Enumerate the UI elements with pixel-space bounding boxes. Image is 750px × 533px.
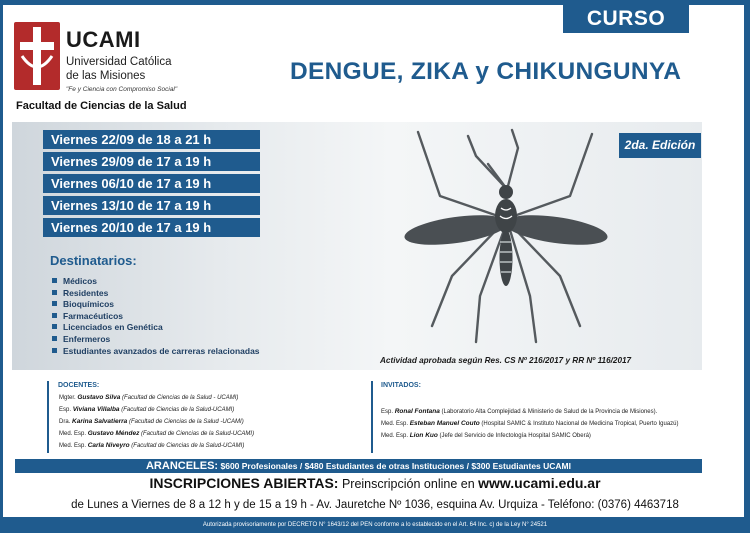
invitado-degree: Med. Esp. — [381, 421, 409, 427]
invitado-name: Lion Kuo — [409, 432, 438, 439]
audience-item — [52, 346, 260, 358]
date-bar-2: Viernes 29/09 de 17 a 19 h — [43, 152, 260, 171]
docente-name: Karina Salvatierra — [72, 418, 128, 425]
brand-subtitle-line2: de las Misiones — [66, 70, 146, 82]
audience-item-label: Enfermeros — [63, 333, 111, 344]
docente-degree: Esp. — [59, 407, 72, 413]
audience-title: Destinatarios: — [50, 253, 137, 268]
fees-text: $600 Profesionales / $480 Estudiantes de otras Instituciones / $300 Estudiantes UCAMI — [220, 461, 571, 471]
docentes-divider — [47, 381, 49, 453]
docente-name: Gustavo Méndez — [87, 430, 140, 437]
docente-entry — [59, 406, 234, 413]
invitados-divider — [371, 381, 373, 453]
mosquito-illustration-icon — [380, 126, 620, 346]
audience-item-label: Licenciados en Genética — [63, 322, 163, 333]
brand-motto: "Fe y Ciencia con Compromiso Social" — [66, 86, 178, 93]
square-bullet-icon — [52, 324, 57, 329]
invitado-degree: Med. Esp. — [381, 433, 409, 439]
docente-entry — [59, 430, 254, 437]
invitado-degree: Esp. — [381, 409, 394, 415]
audience-item-label: Farmacéuticos — [63, 310, 123, 321]
docente-entry — [59, 394, 238, 401]
invitado-entry — [381, 432, 591, 439]
invitado-name: Ronal Fontana — [394, 408, 440, 415]
docente-name: Gustavo Silva — [77, 394, 121, 401]
date-bar-5: Viernes 20/10 de 17 a 19 h — [43, 218, 260, 237]
course-title: DENGUE, ZIKA y CHIKUNGUNYA — [290, 58, 682, 85]
docente-degree: Med. Esp. — [59, 431, 87, 437]
brand-subtitle-line1: Universidad Católica — [66, 56, 172, 68]
date-bar-3: Viernes 06/10 de 17 a 19 h — [43, 174, 260, 193]
docentes-title: DOCENTES: — [58, 382, 100, 389]
docente-degree: Dra. — [59, 419, 71, 425]
audience-item — [52, 334, 260, 346]
website-link[interactable]: www.ucami.edu.ar — [478, 475, 601, 491]
square-bullet-icon — [52, 348, 57, 353]
edition-badge: 2da. Edición — [619, 133, 701, 158]
invitado-entry — [381, 408, 657, 415]
frame-right — [744, 0, 750, 533]
docente-degree: Med. Esp. — [59, 443, 87, 449]
docente-affiliation: (Facultad de Ciencias de la Salud-UCAMI) — [141, 431, 255, 437]
docente-name: Viviana Villalba — [72, 406, 120, 413]
docente-affiliation: (Facultad de Ciencias de la Salud-UCAMI) — [121, 407, 235, 413]
approval-note: Actividad aprobada según Res. CS Nº 216/2017 y RR Nº 116/2017 — [380, 356, 632, 365]
audience-item — [52, 288, 260, 300]
registration-line — [0, 475, 750, 491]
brand-name: UCAMI — [66, 27, 141, 52]
docente-entry — [59, 418, 244, 425]
audience-item — [52, 311, 260, 323]
docente-entry — [59, 442, 244, 449]
docente-affiliation: (Facultad de Ciencias de la Salud-UCAMI) — [131, 443, 245, 449]
square-bullet-icon — [52, 336, 57, 341]
docente-affiliation: (Facultad de Ciencias de la Salud -UCAMI) — [128, 419, 244, 425]
audience-item-label: Médicos — [63, 276, 98, 286]
docente-degree: Mgter. — [59, 395, 76, 401]
faculty-name: Facultad de Ciencias de la Salud — [16, 100, 187, 112]
invitado-affiliation: (Laboratorio Alta Complejidad & Ministerio de Salud de la Provincia de Misiones). — [441, 409, 658, 415]
invitado-affiliation: (Jefe del Servicio de Infectología Hospital SAMIC Oberá) — [439, 433, 591, 439]
audience-item-label: Residentes — [63, 287, 109, 298]
ucami-cross-logo-icon — [14, 22, 60, 90]
square-bullet-icon — [52, 290, 57, 295]
square-bullet-icon — [52, 313, 57, 318]
decree-footer: Autorizada provisoriamente por DECRETO N° 1643/12 del PEN conforme a lo establecido en el Art. 64 Inc. c) de la Ley N° 24521 — [0, 517, 750, 533]
course-tag: CURSO — [563, 5, 689, 33]
audience-item-label: Bioquímicos — [63, 299, 115, 310]
audience-list — [52, 276, 260, 357]
invitado-entry — [381, 420, 679, 427]
docente-name: Carla Niveyro — [87, 442, 130, 449]
fees-label: ARANCELES: — [145, 460, 219, 472]
audience-item — [52, 322, 260, 334]
audience-item — [52, 276, 260, 288]
square-bullet-icon — [52, 301, 57, 306]
invitados-title: INVITADOS: — [381, 382, 421, 389]
audience-item-label: Estudiantes avanzados de carreras relacionadas — [63, 345, 260, 356]
schedule-address-line: de Lunes a Viernes de 8 a 12 h y de 15 a 19 h - Av. Jauretche Nº 1036, esquina Av. Urquiza - Teléfono: (0376) 4463718 — [71, 499, 679, 511]
invitado-name: Esteban Manuel Couto — [409, 420, 480, 427]
frame-left — [0, 0, 3, 533]
registration-label: INSCRIPCIONES ABIERTAS: — [149, 475, 339, 491]
date-bar-1: Viernes 22/09 de 18 a 21 h — [43, 130, 260, 149]
audience-item — [52, 299, 260, 311]
registration-text: Preinscripción online en — [341, 477, 475, 491]
square-bullet-icon — [52, 278, 57, 283]
date-bar-4: Viernes 13/10 de 17 a 19 h — [43, 196, 260, 215]
invitado-affiliation: (Hospital SAMIC & Instituto Nacional de Medicina Tropical, Puerto Iguazú) — [481, 421, 679, 427]
docente-affiliation: (Facultad de Ciencias de la Salud - UCAMI) — [122, 395, 239, 401]
fees-bar — [15, 459, 702, 473]
